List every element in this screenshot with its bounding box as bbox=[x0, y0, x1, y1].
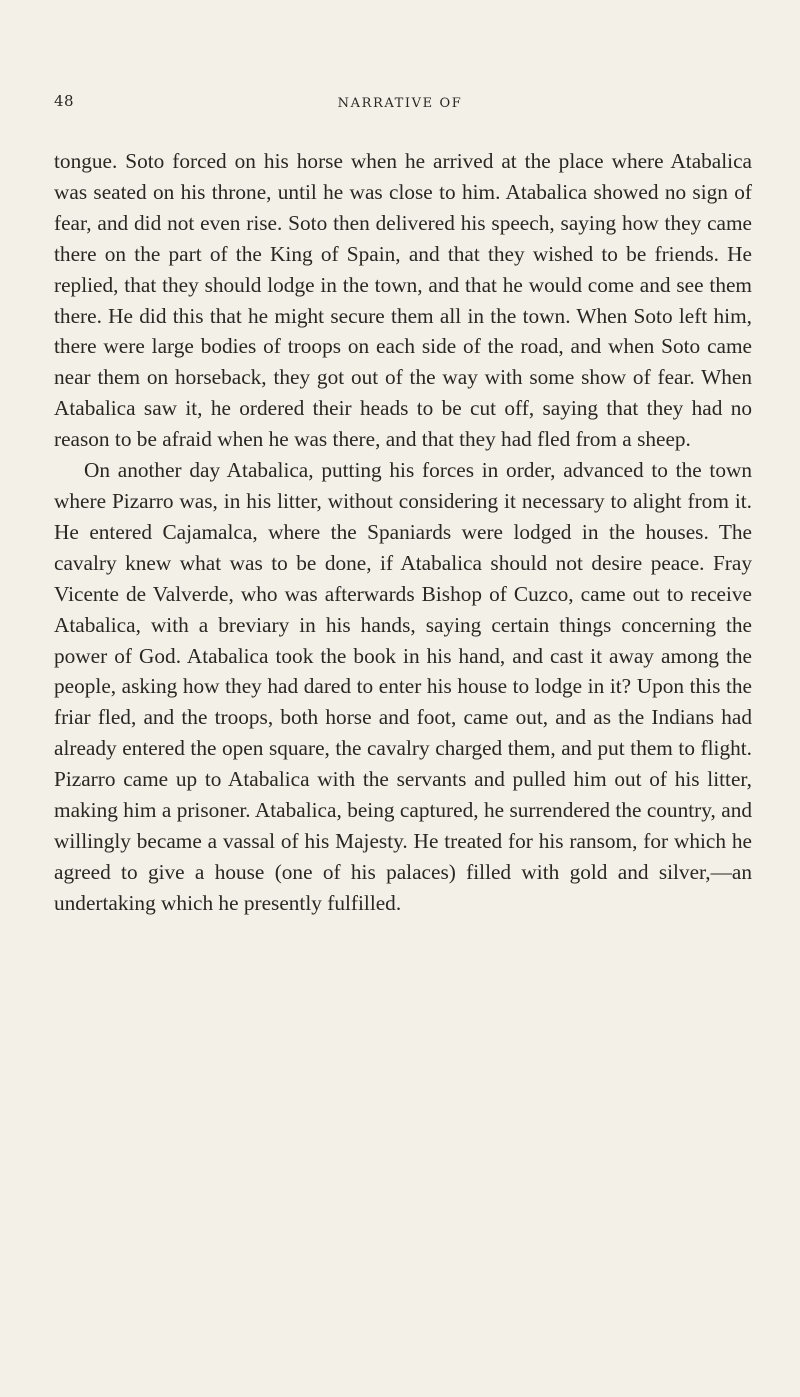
paragraph: On another day Atabalica, putting his forces in order, advanced to the town where Pizarro was, in his litter, without considering it necessary to alight from it. He entered Cajamalca, where the Spaniards were lodged in the houses. The cavalry knew what was to be done, if Atabalica should not desire peace. Fray Vicente de Valverde, who was afterwards Bishop of Cuzco, came out to receive Atabalica, with a breviary in his hands, saying certain things concerning the power of God. Atabalica took the book in his hand, and cast it away among the people, asking how they had dared to enter his house to lodge in it? Upon this the friar fled, and the troops, both horse and foot, came out, and as the Indians had already entered the open square, the cavalry charged them, and put them to flight. Pizarro came up to Atabalica with the servants and pulled him out of his litter, making him a prisoner. Atabalica, being captured, he surrendered the country, and willingly became a vassal of his Majesty. He treated for his ransom, for which he agreed to give a house (one of his palaces) filled with gold and silver,—an undertaking which he presently fulfilled. bbox=[54, 458, 752, 915]
body-text bbox=[54, 146, 752, 919]
paragraph-continued: tongue. Soto forced on his horse when he arrived at the place where Atabalica was seated on his throne, until he was close to him. Atabalica showed no sign of fear, and did not even rise. Soto then delivered his speech, saying how they came there on the part of the King of Spain, and that they wished to be friends. He replied, that they should lodge in the town, and that he would come and see them there. He did this that he might secure them all in the town. When Soto left him, there were large bodies of troops on each side of the road, and when Soto came near them on horseback, they got out of the way with some show of fear. When Atabalica saw it, he ordered their heads to be cut off, saying that they had no reason to be afraid when he was there, and that they had fled from a sheep. bbox=[54, 149, 752, 452]
running-head bbox=[0, 92, 800, 116]
page-number: 48 bbox=[54, 92, 75, 110]
running-title: NARRATIVE OF bbox=[337, 96, 463, 111]
